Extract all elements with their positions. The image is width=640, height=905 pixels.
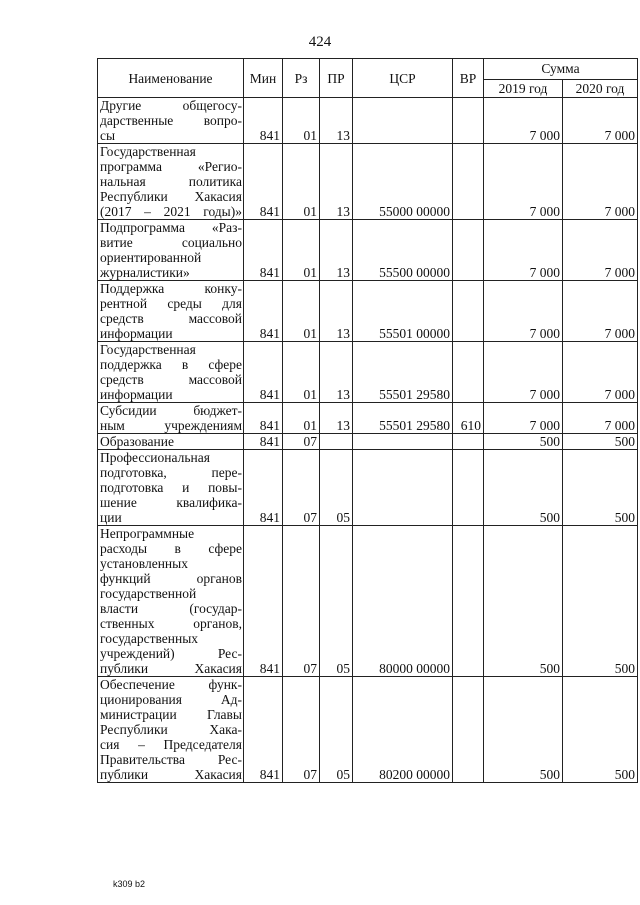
cell-vr	[453, 281, 484, 342]
header-vr: ВР	[453, 59, 484, 98]
cell-y2019: 500	[484, 450, 563, 526]
cell-csr: 55000 00000	[353, 144, 453, 220]
cell-rz: 01	[283, 220, 320, 281]
cell-y2019: 500	[484, 677, 563, 783]
cell-csr: 55500 00000	[353, 220, 453, 281]
cell-vr	[453, 144, 484, 220]
header-rz: Рз	[283, 59, 320, 98]
cell-y2019: 7 000	[484, 144, 563, 220]
cell-rz: 01	[283, 281, 320, 342]
cell-y2019: 7 000	[484, 403, 563, 434]
cell-rz: 01	[283, 403, 320, 434]
cell-vr	[453, 526, 484, 677]
cell-vr	[453, 98, 484, 144]
table-row	[98, 450, 638, 526]
header-year-2020: 2020 год	[563, 79, 638, 97]
cell-y2020: 500	[563, 450, 638, 526]
cell-vr: 610	[453, 403, 484, 434]
cell-min: 841	[244, 450, 283, 526]
cell-rz: 07	[283, 677, 320, 783]
cell-csr: 55501 29580	[353, 403, 453, 434]
cell-y2020: 500	[563, 677, 638, 783]
cell-csr	[353, 450, 453, 526]
cell-y2020: 7 000	[563, 220, 638, 281]
cell-pr: 13	[320, 220, 353, 281]
cell-name: Непрограммные расходы в сфере установленных функций органов государственной власти (государ- ственных органов, государственных учреждений) Рес- публики Хакасия	[98, 526, 244, 677]
cell-y2020: 7 000	[563, 281, 638, 342]
table-row	[98, 281, 638, 342]
table-row	[98, 144, 638, 220]
cell-csr	[353, 98, 453, 144]
cell-pr: 05	[320, 677, 353, 783]
table-body	[98, 98, 638, 783]
page-number: 424	[308, 34, 332, 50]
cell-name: Подпрограмма «Раз- витие социально ориентированной журналистики»	[98, 220, 244, 281]
cell-pr: 05	[320, 450, 353, 526]
cell-y2020: 7 000	[563, 403, 638, 434]
cell-rz: 01	[283, 98, 320, 144]
cell-rz: 01	[283, 342, 320, 403]
cell-vr	[453, 434, 484, 450]
cell-min: 841	[244, 220, 283, 281]
cell-name: Обеспечение функ- ционирования Ад- министрации Главы Республики Хака- сия – Председателя Правительства Рес- публики Хакасия	[98, 677, 244, 783]
cell-name: Субсидии бюджет- ным учреждениям	[98, 403, 244, 434]
cell-pr: 13	[320, 281, 353, 342]
cell-min: 841	[244, 342, 283, 403]
table-row	[98, 220, 638, 281]
cell-name: Профессиональная подготовка, пере- подготовка и повы- шение квалифика- ции	[98, 450, 244, 526]
table-row	[98, 434, 638, 450]
budget-table	[97, 58, 638, 783]
cell-name: Поддержка конку- рентной среды для средств массовой информации	[98, 281, 244, 342]
cell-min: 841	[244, 281, 283, 342]
cell-min: 841	[244, 403, 283, 434]
cell-y2020: 7 000	[563, 144, 638, 220]
cell-pr	[320, 434, 353, 450]
cell-y2019: 500	[484, 434, 563, 450]
cell-csr: 80200 00000	[353, 677, 453, 783]
cell-y2020: 7 000	[563, 342, 638, 403]
cell-csr: 80000 00000	[353, 526, 453, 677]
cell-rz: 07	[283, 526, 320, 677]
header-min: Мин	[244, 59, 283, 98]
cell-vr	[453, 450, 484, 526]
cell-csr	[353, 434, 453, 450]
cell-rz: 07	[283, 434, 320, 450]
cell-name: Другие общегосу- дарственные вопро- сы	[98, 98, 244, 144]
cell-csr: 55501 29580	[353, 342, 453, 403]
cell-rz: 01	[283, 144, 320, 220]
header-name: Наименование	[98, 59, 244, 98]
cell-min: 841	[244, 434, 283, 450]
cell-vr	[453, 677, 484, 783]
cell-rz: 07	[283, 450, 320, 526]
cell-min: 841	[244, 526, 283, 677]
table-row	[98, 403, 638, 434]
table-row	[98, 98, 638, 144]
footer-code: k309 b2	[113, 879, 146, 889]
cell-y2020: 500	[563, 434, 638, 450]
cell-name: Образование	[98, 434, 244, 450]
cell-csr: 55501 00000	[353, 281, 453, 342]
cell-y2019: 7 000	[484, 220, 563, 281]
cell-y2019: 7 000	[484, 281, 563, 342]
cell-min: 841	[244, 677, 283, 783]
header-year-2019: 2019 год	[484, 79, 563, 97]
cell-vr	[453, 220, 484, 281]
table-row	[98, 526, 638, 677]
cell-pr: 13	[320, 144, 353, 220]
cell-name: Государственная программа «Регио- нальная политика Республики Хакасия (2017 – 2021 годы)»	[98, 144, 244, 220]
header-pr: ПР	[320, 59, 353, 98]
cell-pr: 13	[320, 98, 353, 144]
table-row	[98, 342, 638, 403]
table-row	[98, 677, 638, 783]
cell-pr: 05	[320, 526, 353, 677]
header-sum: Сумма	[484, 59, 638, 80]
cell-min: 841	[244, 144, 283, 220]
cell-name: Государственная поддержка в сфере средств массовой информации	[98, 342, 244, 403]
header-csr: ЦСР	[353, 59, 453, 98]
cell-y2020: 500	[563, 526, 638, 677]
cell-y2019: 7 000	[484, 342, 563, 403]
cell-pr: 13	[320, 342, 353, 403]
cell-y2019: 7 000	[484, 98, 563, 144]
cell-pr: 13	[320, 403, 353, 434]
cell-y2019: 500	[484, 526, 563, 677]
header-row	[98, 59, 638, 80]
cell-y2020: 7 000	[563, 98, 638, 144]
cell-min: 841	[244, 98, 283, 144]
cell-vr	[453, 342, 484, 403]
